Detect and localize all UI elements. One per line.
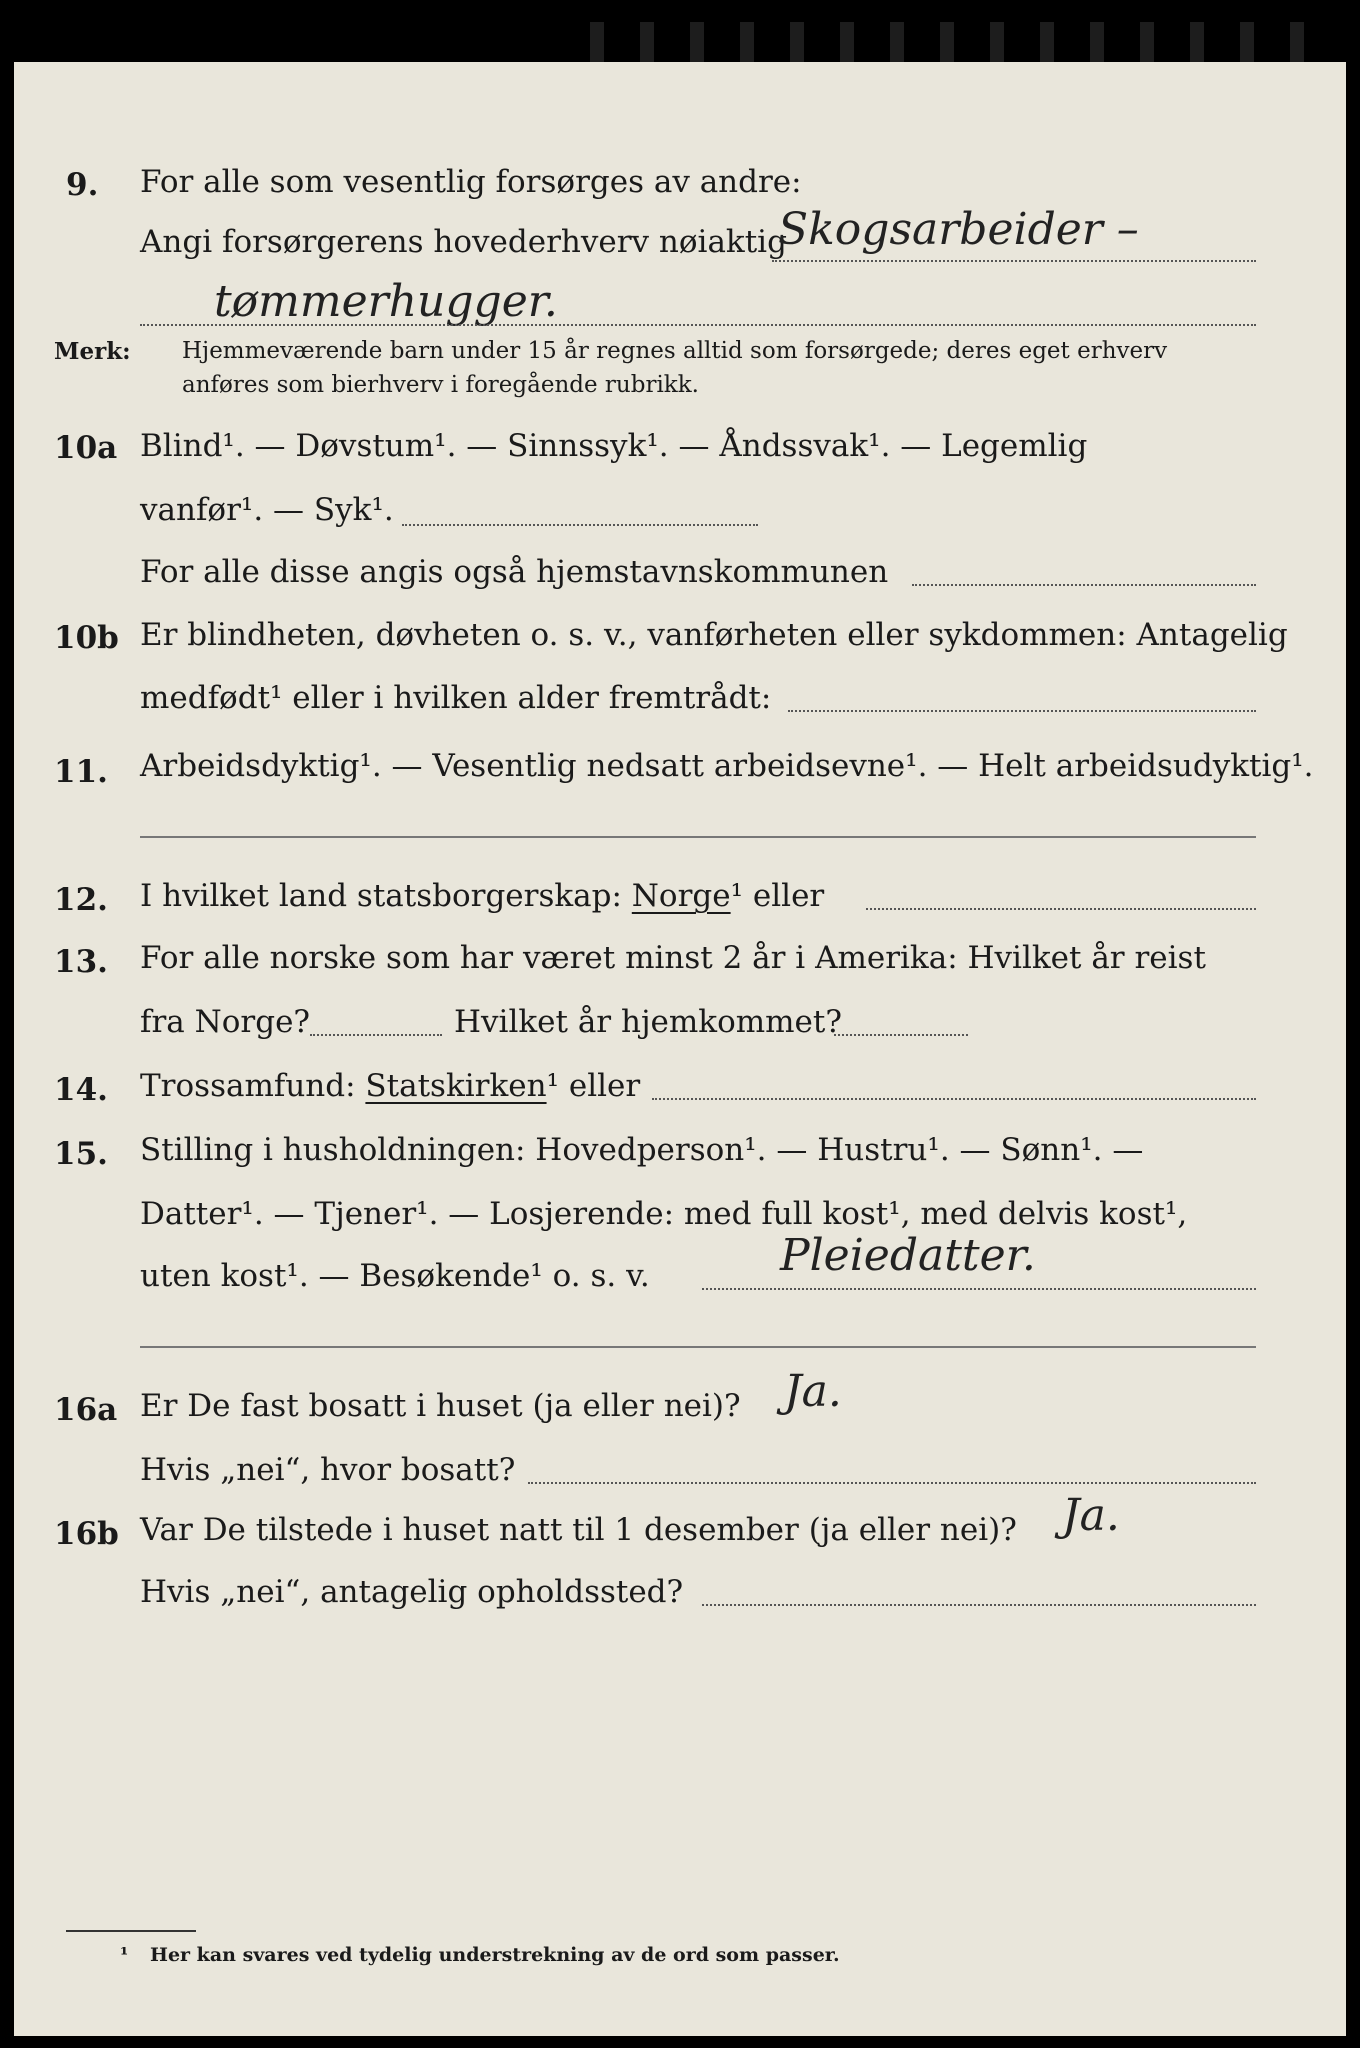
merk-line1: Hjemmeværende barn under 15 år regnes alltid som forsørgede; deres eget erhverv bbox=[182, 338, 1168, 364]
q14-text bbox=[140, 1068, 640, 1104]
q15-line2: Datter¹. — Tjener¹. — Losjerende: med full kost¹, med delvis kost¹, bbox=[140, 1196, 1188, 1232]
q13-line2a: fra Norge? bbox=[140, 1004, 311, 1040]
q16a-answer: Ja. bbox=[784, 1366, 842, 1417]
q12-text bbox=[140, 878, 824, 914]
census-form-page bbox=[14, 62, 1346, 2036]
q10a-line3: For alle disse angis også hjemstavnskommunen bbox=[140, 554, 889, 590]
q10a-number: 10a bbox=[54, 430, 118, 466]
q11-number: 11. bbox=[54, 754, 108, 790]
q16a-number: 16a bbox=[54, 1392, 118, 1428]
q15-line1: Stilling i husholdningen: Hovedperson¹. — Hustru¹. — Sønn¹. — bbox=[140, 1132, 1144, 1168]
q10b-line1: Er blindheten, døvheten o. s. v., vanførheten eller sykdommen: Antagelig bbox=[140, 617, 1288, 653]
q12-underlined-answer: Norge bbox=[631, 878, 731, 914]
q13-line2b: Hvilket år hjemkommet? bbox=[454, 1004, 842, 1040]
q10a-line2: vanfør¹. — Syk¹. bbox=[140, 492, 394, 528]
q14-question: Trossamfund: bbox=[140, 1068, 356, 1104]
q9-number: 9. bbox=[66, 167, 99, 203]
q16a-line2: Hvis „nei“, hvor bosatt? bbox=[140, 1452, 516, 1488]
q14-number: 14. bbox=[54, 1072, 108, 1108]
scanner-edge-marks bbox=[0, 0, 1360, 62]
q16b-number: 16b bbox=[54, 1516, 119, 1552]
footnote-mark: ¹ bbox=[120, 1944, 129, 1966]
q16b-answer: Ja. bbox=[1062, 1490, 1120, 1541]
q12-post: ¹ eller bbox=[730, 878, 825, 914]
q10a-line1: Blind¹. — Døvstum¹. — Sinnssyk¹. — Åndssvak¹. — Legemlig bbox=[140, 428, 1088, 464]
q9-answer-occupation: Skogsarbeider – bbox=[778, 204, 1139, 255]
q9-answer-occupation-cont: tømmerhugger. bbox=[214, 276, 558, 327]
q12-question: I hvilket land statsborgerskap: bbox=[140, 878, 622, 914]
q9-line1: For alle som vesentlig forsørges av andre: bbox=[140, 164, 802, 200]
merk-label: Merk: bbox=[54, 338, 131, 365]
q10b-number: 10b bbox=[54, 620, 119, 656]
q9-line2: Angi forsørgerens hovederhverv nøiaktig bbox=[140, 224, 787, 260]
q16a-line1: Er De fast bosatt i huset (ja eller nei)? bbox=[140, 1388, 741, 1424]
merk-line2: anføres som bierhverv i foregående rubrikk. bbox=[182, 372, 699, 398]
q15-line3: uten kost¹. — Besøkende¹ o. s. v. bbox=[140, 1258, 650, 1294]
footnote-text: Her kan svares ved tydelig understrekning av de ord som passer. bbox=[150, 1944, 840, 1966]
q14-post: ¹ eller bbox=[546, 1068, 641, 1104]
q12-number: 12. bbox=[54, 882, 108, 918]
q13-line1: For alle norske som har været minst 2 år i Amerika: Hvilket år reist bbox=[140, 940, 1206, 976]
q10b-line2: medfødt¹ eller i hvilken alder fremtrådt: bbox=[140, 680, 772, 716]
q11-line1: Arbeidsdyktig¹. — Vesentlig nedsatt arbeidsevne¹. — Helt arbeidsudyktig¹. bbox=[140, 748, 1314, 784]
q13-number: 13. bbox=[54, 944, 108, 980]
q14-underlined-answer: Statskirken bbox=[365, 1068, 547, 1104]
q15-number: 15. bbox=[54, 1136, 108, 1172]
q15-answer-position: Pleiedatter. bbox=[780, 1230, 1036, 1281]
q16b-line2: Hvis „nei“, antagelig opholdssted? bbox=[140, 1574, 684, 1610]
q16b-line1: Var De tilstede i huset natt til 1 desember (ja eller nei)? bbox=[140, 1512, 1017, 1548]
